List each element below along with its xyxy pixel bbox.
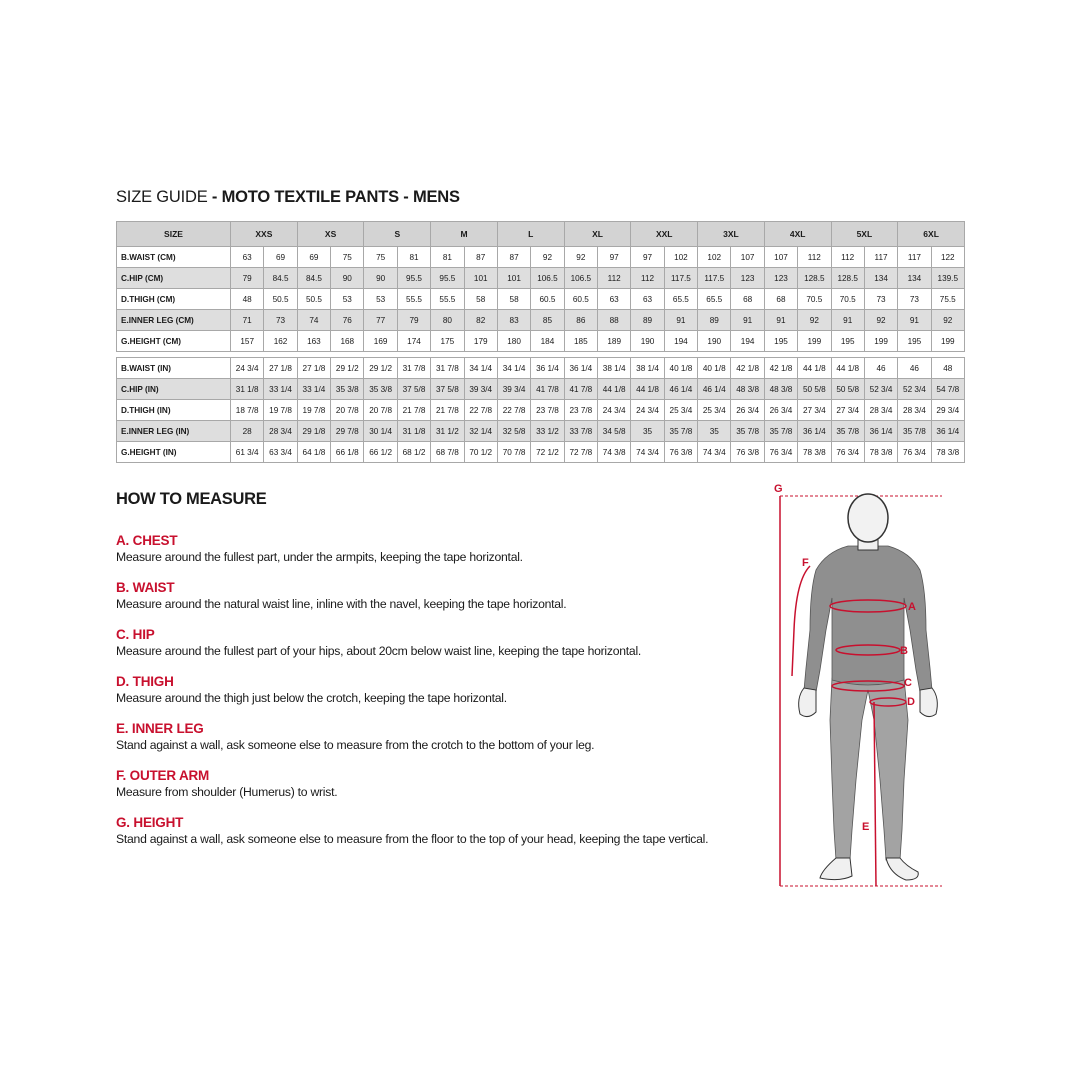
table-cell: 180 (497, 331, 530, 352)
table-cell: 44 1/8 (598, 379, 631, 400)
measurement-figure (770, 480, 970, 900)
table-cell: 28 (231, 421, 264, 442)
table-cell: 73 (898, 289, 931, 310)
table-row (117, 358, 965, 379)
measure-item-description: Measure around the fullest part, under the armpits, keeping the tape horizontal. (116, 550, 523, 564)
table-cell: 34 5/8 (598, 421, 631, 442)
table-cell: 48 (231, 289, 264, 310)
size-header-6xl: 6XL (898, 222, 965, 247)
table-cell: 35 7/8 (831, 421, 864, 442)
table-cell: 112 (631, 268, 664, 289)
table-cell: 117 (898, 247, 931, 268)
table-cell: 34 1/4 (497, 358, 530, 379)
table-cell: 195 (898, 331, 931, 352)
table-cell: 84.5 (297, 268, 330, 289)
left-foot (820, 858, 852, 880)
table-cell: 48 (931, 358, 964, 379)
measure-item-heading: B. WAIST (116, 580, 175, 595)
table-cell: 199 (931, 331, 964, 352)
table-cell: 65.5 (698, 289, 731, 310)
table-cell: 76 3/4 (831, 442, 864, 463)
table-cell: 33 7/8 (564, 421, 597, 442)
measure-item-heading: A. CHEST (116, 533, 178, 548)
table-cell: 78 3/8 (798, 442, 831, 463)
table-row (117, 247, 965, 268)
table-cell: 95.5 (397, 268, 430, 289)
table-cell: 74 3/4 (698, 442, 731, 463)
table-cell: 63 3/4 (264, 442, 297, 463)
table-cell: 75.5 (931, 289, 964, 310)
table-cell: 19 7/8 (297, 400, 330, 421)
table-cell: 46 (864, 358, 897, 379)
table-cell: 102 (664, 247, 697, 268)
table-cell: 76 3/4 (764, 442, 797, 463)
table-cell: 35 7/8 (664, 421, 697, 442)
table-cell: 63 (598, 289, 631, 310)
table-cell: 81 (397, 247, 430, 268)
table-cell: 199 (798, 331, 831, 352)
table-cell: 72 1/2 (531, 442, 564, 463)
title-main: - MOTO TEXTILE PANTS - MENS (211, 188, 460, 206)
measure-item-description: Measure around the thigh just below the crotch, keeping the tape horizontal. (116, 691, 507, 705)
table-cell: 23 7/8 (564, 400, 597, 421)
table-cell: 69 (264, 247, 297, 268)
measure-item-description: Measure around the fullest part of your hips, about 20cm below waist line, keeping the tape horizontal. (116, 644, 642, 658)
table-cell: 89 (698, 310, 731, 331)
how-to-measure (116, 490, 756, 861)
table-cell: 89 (631, 310, 664, 331)
table-cell: 50 5/8 (798, 379, 831, 400)
measure-item (116, 720, 756, 753)
title-prefix: SIZE GUIDE (116, 188, 208, 206)
label-e: E (862, 821, 870, 833)
table-cell: 36 1/4 (931, 421, 964, 442)
size-header-3xl: 3XL (698, 222, 765, 247)
measure-item-heading: C. HIP (116, 627, 155, 642)
table-cell: 46 (898, 358, 931, 379)
table-cell: 27 1/8 (264, 358, 297, 379)
measure-item-description: Stand against a wall, ask someone else to measure from the floor to the top of your head, keeping the tape vertical. (116, 832, 709, 846)
table-cell: 112 (598, 268, 631, 289)
row-label: G.HEIGHT (CM) (117, 331, 231, 352)
table-cell: 194 (731, 331, 764, 352)
table-row (117, 400, 965, 421)
table-cell: 87 (497, 247, 530, 268)
table-cell: 169 (364, 331, 397, 352)
size-table (116, 221, 965, 463)
table-cell: 179 (464, 331, 497, 352)
table-cell: 32 5/8 (497, 421, 530, 442)
table-cell: 28 3/4 (264, 421, 297, 442)
table-cell: 91 (731, 310, 764, 331)
table-cell: 76 3/4 (898, 442, 931, 463)
row-label: C.HIP (CM) (117, 268, 231, 289)
body-diagram (770, 480, 970, 900)
table-cell: 53 (331, 289, 364, 310)
table-cell: 79 (397, 310, 430, 331)
table-cell: 123 (764, 268, 797, 289)
table-cell: 78 3/8 (864, 442, 897, 463)
table-cell: 76 3/8 (731, 442, 764, 463)
table-cell: 95.5 (431, 268, 464, 289)
table-cell: 84.5 (264, 268, 297, 289)
table-cell: 30 1/4 (364, 421, 397, 442)
table-cell: 82 (464, 310, 497, 331)
table-cell: 185 (564, 331, 597, 352)
measure-item-heading: E. INNER LEG (116, 721, 204, 736)
table-cell: 190 (631, 331, 664, 352)
table-cell: 76 3/8 (664, 442, 697, 463)
table-cell: 26 3/4 (764, 400, 797, 421)
table-cell: 35 7/8 (731, 421, 764, 442)
table-cell: 112 (831, 247, 864, 268)
label-d: D (907, 696, 915, 708)
table-cell: 92 (798, 310, 831, 331)
table-cell: 70.5 (831, 289, 864, 310)
table-cell: 64 1/8 (297, 442, 330, 463)
table-cell: 35 7/8 (898, 421, 931, 442)
table-cell: 92 (864, 310, 897, 331)
table-cell: 71 (231, 310, 264, 331)
label-f: F (802, 557, 809, 569)
table-row (117, 310, 965, 331)
table-cell: 31 7/8 (431, 358, 464, 379)
label-b: B (900, 645, 908, 657)
table-row (117, 289, 965, 310)
table-cell: 21 7/8 (397, 400, 430, 421)
table-cell: 58 (497, 289, 530, 310)
table-row (117, 379, 965, 400)
table-cell: 80 (431, 310, 464, 331)
table-cell: 70 7/8 (497, 442, 530, 463)
table-row (117, 331, 965, 352)
table-cell: 48 3/8 (764, 379, 797, 400)
size-header-l: L (497, 222, 564, 247)
table-cell: 128.5 (831, 268, 864, 289)
table-cell: 128.5 (798, 268, 831, 289)
table-cell: 134 (864, 268, 897, 289)
table-cell: 44 1/8 (798, 358, 831, 379)
table-cell: 65.5 (664, 289, 697, 310)
table-cell: 76 (331, 310, 364, 331)
table-cell: 38 1/4 (598, 358, 631, 379)
table-cell: 117.5 (698, 268, 731, 289)
table-cell: 122 (931, 247, 964, 268)
table-cell: 26 3/4 (731, 400, 764, 421)
table-cell: 117 (864, 247, 897, 268)
table-cell: 28 3/4 (898, 400, 931, 421)
size-header-label: SIZE (117, 222, 231, 247)
measure-item-description: Measure around the natural waist line, inline with the navel, keeping the tape horizontal. (116, 597, 567, 611)
measure-item-heading: G. HEIGHT (116, 815, 184, 830)
table-cell: 29 7/8 (331, 421, 364, 442)
table-cell: 31 1/8 (397, 421, 430, 442)
table-cell: 83 (497, 310, 530, 331)
table-cell: 28 3/4 (864, 400, 897, 421)
table-cell: 106.5 (564, 268, 597, 289)
table-cell: 31 1/2 (431, 421, 464, 442)
table-cell: 184 (531, 331, 564, 352)
table-cell: 54 7/8 (931, 379, 964, 400)
table-cell: 68 7/8 (431, 442, 464, 463)
table-cell: 107 (731, 247, 764, 268)
table-cell: 29 1/2 (364, 358, 397, 379)
table-cell: 52 3/4 (864, 379, 897, 400)
table-cell: 90 (364, 268, 397, 289)
size-header-xs: XS (297, 222, 364, 247)
size-header-xxl: XXL (631, 222, 698, 247)
measure-item (116, 626, 756, 659)
row-label: E.INNER LEG (IN) (117, 421, 231, 442)
table-cell: 101 (464, 268, 497, 289)
table-cell: 68 1/2 (397, 442, 430, 463)
table-cell: 42 1/8 (764, 358, 797, 379)
measure-list (116, 532, 756, 847)
table-cell: 61 3/4 (231, 442, 264, 463)
measure-item-heading: D. THIGH (116, 674, 174, 689)
page-title (116, 188, 460, 207)
measure-item-description: Stand against a wall, ask someone else to measure from the crotch to the bottom of your leg. (116, 738, 595, 752)
table-cell: 91 (831, 310, 864, 331)
table-cell: 175 (431, 331, 464, 352)
table-cell: 72 7/8 (564, 442, 597, 463)
table-cell: 32 1/4 (464, 421, 497, 442)
size-header-xxs: XXS (231, 222, 298, 247)
table-cell: 107 (764, 247, 797, 268)
table-cell: 123 (731, 268, 764, 289)
table-cell: 24 3/4 (631, 400, 664, 421)
table-cell: 78 3/8 (931, 442, 964, 463)
table-cell: 58 (464, 289, 497, 310)
table-cell: 92 (931, 310, 964, 331)
table-cell: 74 3/4 (631, 442, 664, 463)
table-cell: 37 5/8 (431, 379, 464, 400)
table-cell: 91 (764, 310, 797, 331)
table-cell: 25 3/4 (664, 400, 697, 421)
measure-item-heading: F. OUTER ARM (116, 768, 210, 783)
table-cell: 27 1/8 (297, 358, 330, 379)
table-cell: 73 (864, 289, 897, 310)
table-cell: 37 5/8 (397, 379, 430, 400)
row-label: B.WAIST (IN) (117, 358, 231, 379)
table-cell: 60.5 (564, 289, 597, 310)
measure-item (116, 532, 756, 565)
how-to-measure-heading: HOW TO MEASURE (116, 490, 267, 508)
table-cell: 174 (397, 331, 430, 352)
measure-item-description: Measure from shoulder (Humerus) to wrist. (116, 785, 338, 799)
table-cell: 86 (564, 310, 597, 331)
size-header-xl: XL (564, 222, 631, 247)
measure-item (116, 814, 756, 847)
table-cell: 20 7/8 (331, 400, 364, 421)
table-cell: 162 (264, 331, 297, 352)
table-cell: 36 1/4 (864, 421, 897, 442)
table-cell: 29 1/2 (331, 358, 364, 379)
table-cell: 75 (331, 247, 364, 268)
table-cell: 35 (698, 421, 731, 442)
table-cell: 34 1/4 (464, 358, 497, 379)
head (848, 494, 888, 542)
table-cell: 195 (831, 331, 864, 352)
table-cell: 68 (731, 289, 764, 310)
table-cell: 50.5 (297, 289, 330, 310)
table-cell: 199 (864, 331, 897, 352)
table-cell: 73 (264, 310, 297, 331)
table-cell: 63 (631, 289, 664, 310)
table-cell: 75 (364, 247, 397, 268)
table-cell: 52 3/4 (898, 379, 931, 400)
table-cell: 24 3/4 (598, 400, 631, 421)
table-cell: 44 1/8 (631, 379, 664, 400)
table-row (117, 442, 965, 463)
table-cell: 42 1/8 (731, 358, 764, 379)
table-cell: 18 7/8 (231, 400, 264, 421)
row-label: D.THIGH (CM) (117, 289, 231, 310)
table-cell: 189 (598, 331, 631, 352)
table-cell: 22 7/8 (497, 400, 530, 421)
table-cell: 97 (631, 247, 664, 268)
right-foot (886, 858, 918, 880)
table-cell: 29 1/8 (297, 421, 330, 442)
table-cell: 74 3/8 (598, 442, 631, 463)
table-cell: 88 (598, 310, 631, 331)
size-header-s: S (364, 222, 431, 247)
table-cell: 53 (364, 289, 397, 310)
label-c: C (904, 677, 912, 689)
table-cell: 66 1/8 (331, 442, 364, 463)
row-label: G.HEIGHT (IN) (117, 442, 231, 463)
table-cell: 85 (531, 310, 564, 331)
table-cell: 35 3/8 (364, 379, 397, 400)
table-cell: 36 1/4 (564, 358, 597, 379)
table-cell: 66 1/2 (364, 442, 397, 463)
table-cell: 90 (331, 268, 364, 289)
table-cell: 25 3/4 (698, 400, 731, 421)
size-header-4xl: 4XL (764, 222, 831, 247)
table-cell: 50 5/8 (831, 379, 864, 400)
table-cell: 36 1/4 (798, 421, 831, 442)
table-cell: 63 (231, 247, 264, 268)
table-cell: 35 7/8 (764, 421, 797, 442)
right-hand (920, 688, 937, 717)
table-cell: 41 7/8 (531, 379, 564, 400)
table-cell: 46 1/4 (698, 379, 731, 400)
size-header-5xl: 5XL (831, 222, 898, 247)
table-cell: 20 7/8 (364, 400, 397, 421)
table-cell: 27 3/4 (831, 400, 864, 421)
row-label: E.INNER LEG (CM) (117, 310, 231, 331)
left-hand (799, 688, 816, 717)
table-cell: 112 (798, 247, 831, 268)
table-cell: 55.5 (397, 289, 430, 310)
table-cell: 33 1/4 (264, 379, 297, 400)
table-cell: 40 1/8 (664, 358, 697, 379)
table-cell: 60.5 (531, 289, 564, 310)
table-cell: 38 1/4 (631, 358, 664, 379)
table-cell: 87 (464, 247, 497, 268)
table-row (117, 421, 965, 442)
table-cell: 106.5 (531, 268, 564, 289)
table-cell: 117.5 (664, 268, 697, 289)
table-cell: 81 (431, 247, 464, 268)
table-cell: 69 (297, 247, 330, 268)
table-cell: 91 (664, 310, 697, 331)
table-cell: 24 3/4 (231, 358, 264, 379)
size-header-row (117, 222, 965, 247)
table-cell: 35 3/8 (331, 379, 364, 400)
table-cell: 101 (497, 268, 530, 289)
table-cell: 92 (564, 247, 597, 268)
measure-item (116, 767, 756, 800)
row-label: B.WAIST (CM) (117, 247, 231, 268)
table-cell: 40 1/8 (698, 358, 731, 379)
table-cell: 50.5 (264, 289, 297, 310)
table-cell: 77 (364, 310, 397, 331)
measure-item (116, 673, 756, 706)
table-cell: 163 (297, 331, 330, 352)
table-cell: 23 7/8 (531, 400, 564, 421)
table-cell: 31 1/8 (231, 379, 264, 400)
size-header-m: M (431, 222, 498, 247)
table-cell: 194 (664, 331, 697, 352)
table-cell: 79 (231, 268, 264, 289)
table-cell: 41 7/8 (564, 379, 597, 400)
table-cell: 22 7/8 (464, 400, 497, 421)
table-cell: 97 (598, 247, 631, 268)
measure-item (116, 579, 756, 612)
table-cell: 29 3/4 (931, 400, 964, 421)
table-row (117, 268, 965, 289)
table-cell: 27 3/4 (798, 400, 831, 421)
table-cell: 139.5 (931, 268, 964, 289)
table-cell: 70 1/2 (464, 442, 497, 463)
row-label: D.THIGH (IN) (117, 400, 231, 421)
table-cell: 92 (531, 247, 564, 268)
table-cell: 39 3/4 (497, 379, 530, 400)
table-cell: 134 (898, 268, 931, 289)
row-label: C.HIP (IN) (117, 379, 231, 400)
table-cell: 19 7/8 (264, 400, 297, 421)
table-cell: 35 (631, 421, 664, 442)
table-cell: 168 (331, 331, 364, 352)
table-cell: 55.5 (431, 289, 464, 310)
table-cell: 102 (698, 247, 731, 268)
table-cell: 46 1/4 (664, 379, 697, 400)
table-cell: 33 1/2 (531, 421, 564, 442)
table-cell: 190 (698, 331, 731, 352)
torso (804, 546, 932, 692)
table-cell: 31 7/8 (397, 358, 430, 379)
label-a: A (908, 601, 916, 613)
table-cell: 157 (231, 331, 264, 352)
table-cell: 44 1/8 (831, 358, 864, 379)
table-cell: 68 (764, 289, 797, 310)
table-cell: 21 7/8 (431, 400, 464, 421)
table-cell: 33 1/4 (297, 379, 330, 400)
table-cell: 36 1/4 (531, 358, 564, 379)
table-cell: 48 3/8 (731, 379, 764, 400)
table-cell: 39 3/4 (464, 379, 497, 400)
table-cell: 91 (898, 310, 931, 331)
table-cell: 195 (764, 331, 797, 352)
table-cell: 74 (297, 310, 330, 331)
table-cell: 70.5 (798, 289, 831, 310)
label-g: G (774, 483, 783, 495)
